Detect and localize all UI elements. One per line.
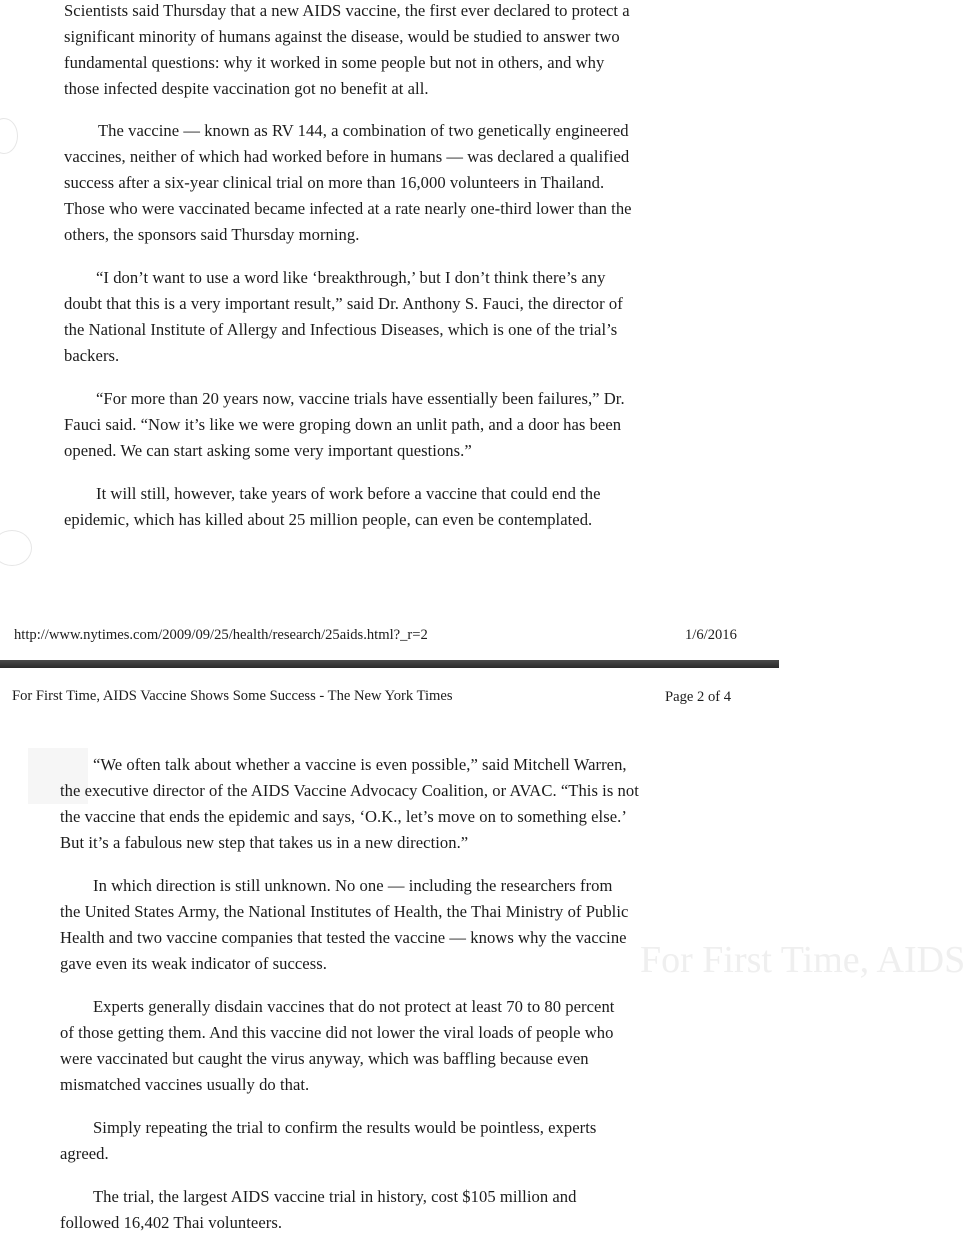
text-line: success after a six-year clinical trial on more than 16,000 volunteers in Thailand. — [64, 173, 605, 192]
text-line: In which direction is still unknown. No one — including the researchers from — [93, 876, 613, 895]
text-line: Health and two vaccine companies that tested the vaccine — knows why the vaccine — [60, 928, 627, 947]
article-paragraph — [64, 0, 630, 102]
text-line: fundamental questions: why it worked in some people but not in others, and why — [64, 53, 605, 72]
text-line: the United States Army, the National Institutes of Health, the Thai Ministry of Public — [60, 902, 629, 921]
text-line: significant minority of humans against the disease, would be studied to answer two — [64, 27, 620, 46]
page-separator — [0, 660, 779, 668]
text-line: Scientists said Thursday that a new AIDS vaccine, the first ever declared to protect a — [64, 1, 630, 20]
text-line: were vaccinated but caught the virus anyway, which was baffling because even — [60, 1049, 589, 1068]
article-paragraph — [60, 994, 614, 1098]
text-line: Those who were vaccinated became infected at a rate nearly one-third lower than the — [64, 199, 632, 218]
article-paragraph — [64, 118, 632, 248]
article-paragraph — [60, 1115, 596, 1167]
article-paragraph — [60, 1184, 576, 1236]
footer-source-url: http://www.nytimes.com/2009/09/25/health/research/25aids.html?_r=2 — [14, 627, 428, 643]
text-line: “I don’t want to use a word like ‘breakthrough,’ but I don’t think there’s any — [96, 268, 606, 287]
text-line: the National Institute of Allergy and Infectious Diseases, which is one of the trial’s — [64, 320, 618, 339]
article-paragraph — [60, 752, 639, 856]
text-line: But it’s a fabulous new step that takes us in a new direction.” — [60, 833, 469, 852]
text-line: epidemic, which has killed about 25 million people, can even be contemplated. — [64, 510, 593, 529]
page-header-title: For First Time, AIDS Vaccine Shows Some Success - The New York Times — [12, 688, 453, 704]
text-line: Experts generally disdain vaccines that do not protect at least 70 to 80 percent — [93, 997, 615, 1016]
page-number: Page 2 of 4 — [665, 689, 732, 705]
article-paragraph — [64, 386, 625, 464]
article-paragraph — [60, 873, 628, 977]
text-line: the vaccine that ends the epidemic and says, ‘O.K., let’s move on to something else.’ — [60, 807, 627, 826]
text-line: opened. We can start asking some very important questions.” — [64, 441, 472, 460]
text-line: “We often talk about whether a vaccine is even possible,” said Mitchell Warren, — [93, 755, 627, 774]
text-line: of those getting them. And this vaccine did not lower the viral loads of people who — [60, 1023, 614, 1042]
text-line: gave even its weak indicator of success. — [60, 954, 327, 973]
footer-print-date: 1/6/2016 — [685, 627, 737, 643]
article-paragraph — [64, 265, 623, 369]
text-line: “For more than 20 years now, vaccine trials have essentially been failures,” Dr. — [96, 389, 625, 408]
scan-hole-mark — [0, 530, 32, 566]
text-line: Simply repeating the trial to confirm the results would be pointless, experts — [93, 1118, 597, 1137]
text-line: those infected despite vaccination got no benefit at all. — [64, 79, 429, 98]
text-line: followed 16,402 Thai volunteers. — [60, 1213, 283, 1232]
text-line: It will still, however, take years of work before a vaccine that could end the — [96, 484, 601, 503]
text-line: Fauci said. “Now it’s like we were groping down an unlit path, and a door has been — [64, 415, 622, 434]
article-paragraph — [64, 481, 601, 533]
document-page-1 — [0, 0, 779, 662]
text-line: vaccines, neither of which had worked before in humans — was declared a qualified — [64, 147, 630, 166]
document-page-2 — [0, 668, 965, 1238]
text-line: backers. — [64, 346, 120, 365]
text-line: others, the sponsors said Thursday morning. — [64, 225, 360, 244]
text-line: agreed. — [60, 1144, 109, 1163]
text-line: the executive director of the AIDS Vaccine Advocacy Coalition, or AVAC. “This is not — [60, 781, 639, 800]
text-line: The trial, the largest AIDS vaccine trial in history, cost $105 million and — [93, 1187, 577, 1206]
text-line: doubt that this is a very important result,” said Dr. Anthony S. Fauci, the director of — [64, 294, 623, 313]
scan-bleed-smudge: For First Time, AIDS — [640, 939, 965, 981]
scan-hole-mark — [0, 118, 18, 154]
text-line: The vaccine — known as RV 144, a combination of two genetically engineered — [98, 121, 629, 140]
text-line: mismatched vaccines usually do that. — [60, 1075, 310, 1094]
